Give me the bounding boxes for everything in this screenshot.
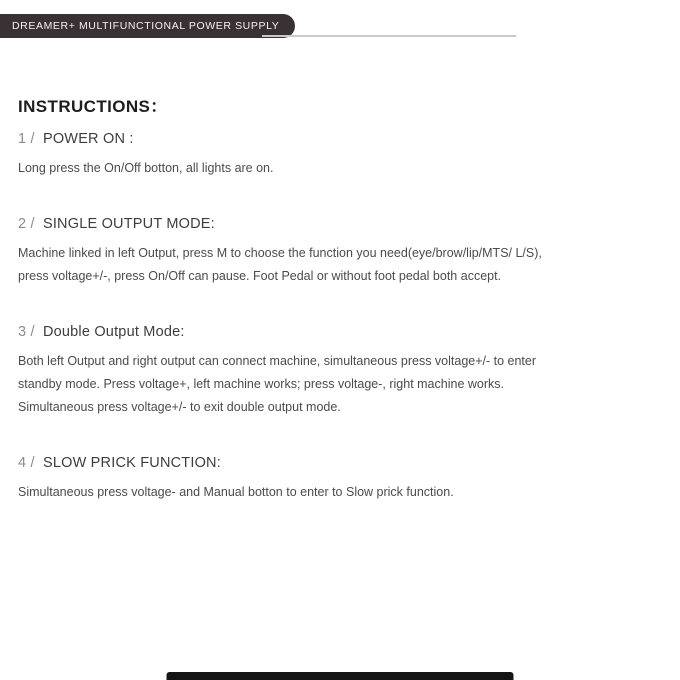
section-heading xyxy=(18,131,662,147)
section-title: POWER ON : xyxy=(42,131,134,147)
body-line: Machine linked in left Output, press M to choose the function you need(eye/brow/lip/MTS/ L/S), xyxy=(18,246,542,260)
section-body xyxy=(18,242,662,288)
section-heading xyxy=(18,455,662,471)
sections-container xyxy=(18,131,662,504)
body-line: Both left Output and right output can connect machine, simultaneous press voltage+/- to enter xyxy=(18,354,537,368)
body-line: standby mode. Press voltage+, left machine works; press voltage-, right machine works. xyxy=(18,377,504,391)
body-line: press voltage+/-, press On/Off can pause. Foot Pedal or without foot pedal both accept. xyxy=(18,269,502,283)
body-line: Long press the On/Off botton, all lights are on. xyxy=(18,161,274,175)
page-title: INSTRUCTIONS： xyxy=(18,97,168,116)
page-header xyxy=(0,0,680,38)
body-line: Simultaneous press voltage- and Manual botton to enter to Slow prick function. xyxy=(18,485,454,499)
instruction-section xyxy=(18,131,662,180)
section-number: 2 / xyxy=(18,216,39,232)
body-line: Simultaneous press voltage+/- to exit double output mode. xyxy=(18,400,341,414)
section-title: Double Output Mode: xyxy=(42,324,185,340)
section-title: SLOW PRICK FUNCTION: xyxy=(42,455,221,471)
bottom-bar xyxy=(167,672,514,680)
section-number: 1 / xyxy=(18,131,39,147)
section-body xyxy=(18,350,662,419)
instruction-section xyxy=(18,455,662,504)
section-body xyxy=(18,157,662,180)
section-body xyxy=(18,481,662,504)
product-name-badge: DREAMER+ MULTIFUNCTIONAL POWER SUPPLY xyxy=(0,14,295,38)
instruction-section xyxy=(18,324,662,419)
section-heading xyxy=(18,324,662,340)
section-title: SINGLE OUTPUT MODE: xyxy=(42,216,215,232)
section-number: 4 / xyxy=(18,455,39,471)
section-heading xyxy=(18,216,662,232)
section-number: 3 / xyxy=(18,324,39,340)
header-divider xyxy=(262,35,516,37)
instruction-section xyxy=(18,216,662,288)
instructions-content xyxy=(0,38,680,504)
